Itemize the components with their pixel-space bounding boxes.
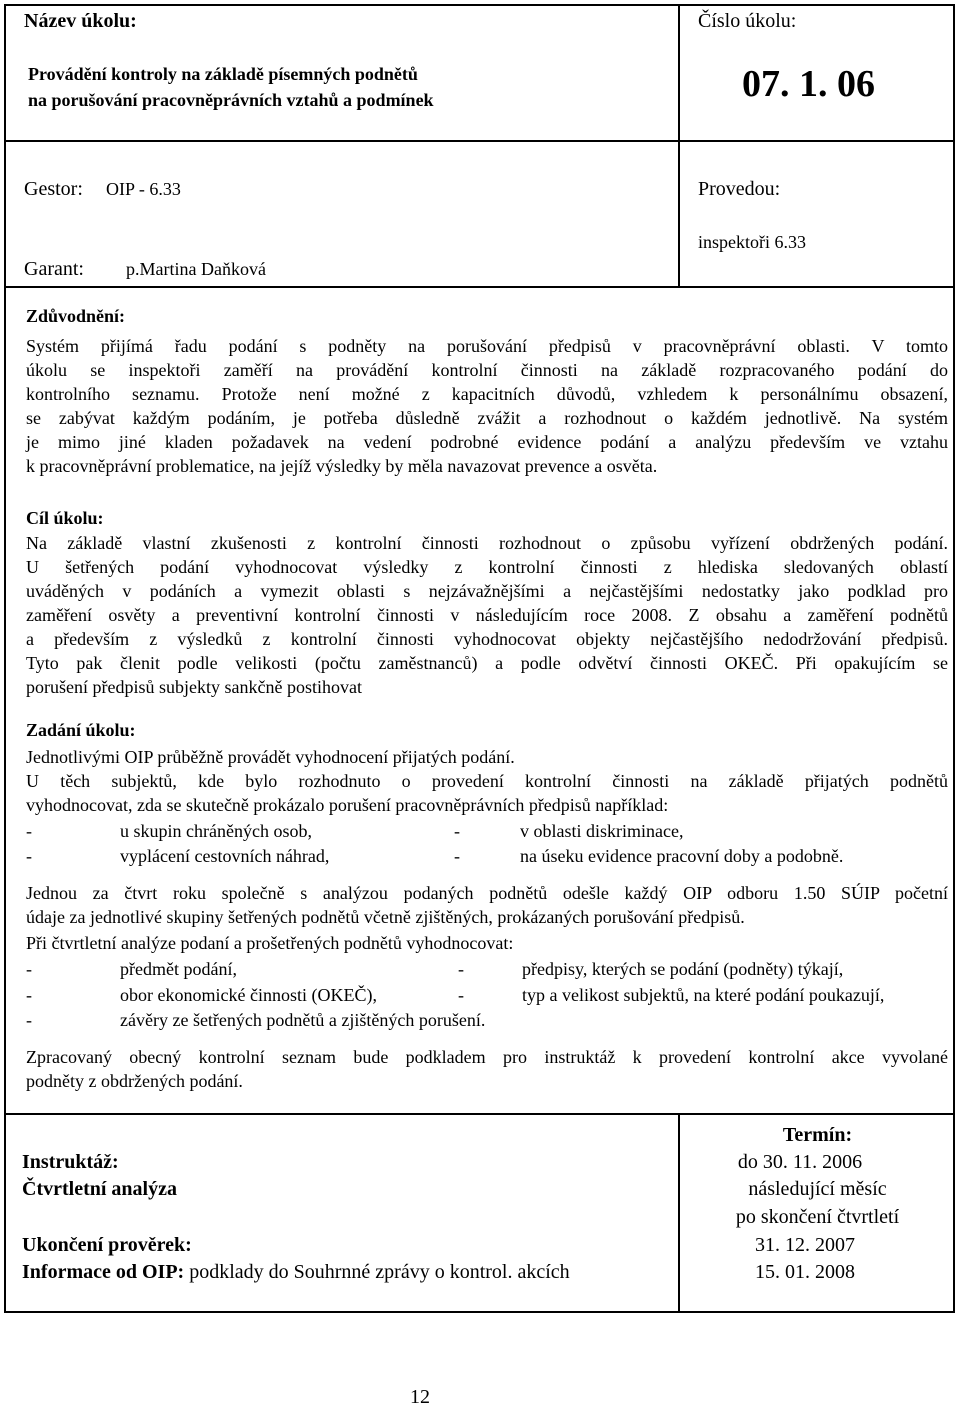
assignment-heading: Zadání úkolu: — [26, 720, 136, 740]
justification-line: k pracovněprávní problematice, na jejíž výsledky by měla navazovat prevence a osvěta. — [26, 456, 658, 476]
list-item-right: předpisy, kterých se podání (podněty) týkají, — [522, 959, 844, 979]
justification-heading: Zdůvodnění: — [26, 306, 126, 326]
gestor-label: Gestor: — [24, 178, 83, 200]
assignment-para3 — [26, 881, 948, 929]
goal-line: porušení předpisů subjekty sankčně postihovat — [26, 677, 362, 697]
list-item-left: závěry ze šetřených podnětů a zjištěných porušení. — [120, 1010, 486, 1030]
header-divider-vertical — [678, 4, 680, 288]
justification-line: úkolu se inspektoři zaměří na provádění kontrolní činnosti na základě rozpracovaného podání do — [26, 360, 948, 380]
goal-line: zaměření osvěty a preventivní kontrolní činnosti v následujícím roce 2008. Z obsahu a zaměření podnětů — [26, 605, 948, 625]
garant-label: Garant: — [24, 258, 84, 280]
assignment-line: vyhodnocovat, zda se skutečně prokázalo porušení pracovněprávních předpisů například: — [26, 795, 669, 815]
assignment-line: podněty z obdržených podání. — [26, 1071, 243, 1091]
gestor-value: OIP - 6.33 — [106, 179, 181, 199]
term-label: Termín: — [782, 1124, 853, 1146]
list-dash: - — [26, 959, 32, 979]
assignment-para4: Při čtvrtletní analýze podaní a prošetřených podnětů vyhodnocovat: — [26, 933, 514, 953]
section-divider — [4, 286, 955, 288]
list-dash: - — [458, 985, 464, 1005]
list-item-right: typ a velikost subjektů, na které podání poukazují, — [522, 985, 885, 1005]
assignment-line: U těch subjektů, kde bylo rozhodnuto o provedení kontrolní činnosti na základě přijatých podnětů — [26, 771, 948, 791]
task-name-line1: Provádění kontroly na základě písemných podnětů — [28, 64, 418, 84]
assignment-line: Jednou za čtvrt roku společně s analýzou podaných podnětů odešle každý OIP odboru 1.50 SÚIP početní — [26, 883, 948, 903]
task-name-line2: na porušování pracovněprávních vztahů a podmínek — [28, 90, 434, 110]
assignment-para5 — [26, 1045, 948, 1093]
list-dash: - — [26, 1010, 32, 1030]
justification-text — [26, 334, 948, 478]
goal-text — [26, 531, 948, 699]
footer-divider-horizontal — [4, 1113, 955, 1115]
performed-label: Provedou: — [698, 178, 781, 200]
list-dash: - — [26, 821, 32, 841]
performed-value: inspektoři 6.33 — [698, 232, 806, 252]
task-number-value: 07. 1. 06 — [742, 63, 875, 105]
assignment-para2 — [26, 769, 948, 817]
goal-line: Na základě vlastní zkušenosti z kontrolní činnosti rozhodnout o způsobu vyřízení obdržených podání. — [26, 533, 948, 553]
info-label: Informace od OIP: — [22, 1261, 185, 1283]
info-row — [22, 1259, 570, 1285]
goal-line: a především z výsledků z kontrolní činnosti vyhodnocovat objekty nejčastějšího nedodržování předpisů. — [26, 629, 948, 649]
end-label: Ukončení prověrek: — [22, 1234, 192, 1256]
instruction-label: Instruktáž: — [22, 1151, 119, 1173]
assignment-line: Zpracovaný obecný kontrolní seznam bude podkladem pro instruktáž k provedení kontrolní akce vyvolané — [26, 1047, 948, 1067]
header-divider-horizontal — [4, 140, 955, 142]
justification-line: kontrolního seznamu. Protože není možné z kapacitních důvodů, vzhledem k personálnímu obsazení, — [26, 384, 948, 404]
list-item-left: u skupin chráněných osob, — [120, 821, 312, 841]
task-name-label: Název úkolu: — [24, 10, 137, 32]
list-item-right: na úseku evidence pracovní doby a podobně. — [520, 846, 844, 866]
goal-line: Tyto pak členit podle velikosti (počtu zaměstnanců) a podle odvětví činnosti OKEČ. Při opakujícím se — [26, 653, 948, 673]
task-number-label: Číslo úkolu: — [698, 10, 797, 32]
list-dash: - — [26, 846, 32, 866]
list-dash: - — [26, 985, 32, 1005]
term-value: po skončení čtvrtletí — [735, 1206, 900, 1228]
justification-line: Systém přijímá řadu podání s podněty na porušování předpisů v pracovněprávní oblasti. V tomto — [26, 336, 948, 356]
justification-line: je mimo jiné kladen požadavek na vedení podrobné evidence podání a analýzu především ve vztahu — [26, 432, 948, 452]
assignment-line1: Jednotlivými OIP průběžně provádět vyhodnocení přijatých podání. — [26, 747, 515, 767]
term-value: následující měsíc — [748, 1178, 887, 1200]
justification-line: se zabývat každým podáním, je potřeba důsledně zvážit a rozhodnout o každém jednotlivě. Na systém — [26, 408, 948, 428]
list-dash: - — [458, 959, 464, 979]
garant-value: p.Martina Daňková — [126, 259, 266, 279]
list-item-left: vyplácení cestovních náhrad, — [120, 846, 330, 866]
list-dash: - — [454, 821, 460, 841]
goal-line: uváděných v podáních a vymezit oblasti s nejzávažnějšími a nejčastějšími nedostatky jako podklad pro — [26, 581, 948, 601]
list-dash: - — [454, 846, 460, 866]
list-item-right: v oblasti diskriminace, — [520, 821, 684, 841]
info-value: podklady do Souhrnné zprávy o kontrol. akcích — [189, 1261, 570, 1283]
page-number: 12 — [410, 1386, 430, 1408]
goal-line: U šetřených podání vyhodnocovat výsledky z kontrolní činnosti z hlediska sledovaných oblastí — [26, 557, 948, 577]
term-value: do 30. 11. 2006 — [737, 1151, 863, 1173]
goal-heading: Cíl úkolu: — [26, 508, 104, 528]
term-value: 31. 12. 2007 — [755, 1234, 855, 1256]
list-item-left: předmět podání, — [120, 959, 237, 979]
term-value: 15. 01. 2008 — [755, 1261, 855, 1283]
quarterly-label: Čtvrtletní analýza — [22, 1178, 177, 1200]
list-item-left: obor ekonomické činnosti (OKEČ), — [120, 985, 377, 1005]
assignment-line: údaje za jednotlivé skupiny šetřených podnětů včetně zjištěných, prokázaných porušování předpisů. — [26, 907, 745, 927]
